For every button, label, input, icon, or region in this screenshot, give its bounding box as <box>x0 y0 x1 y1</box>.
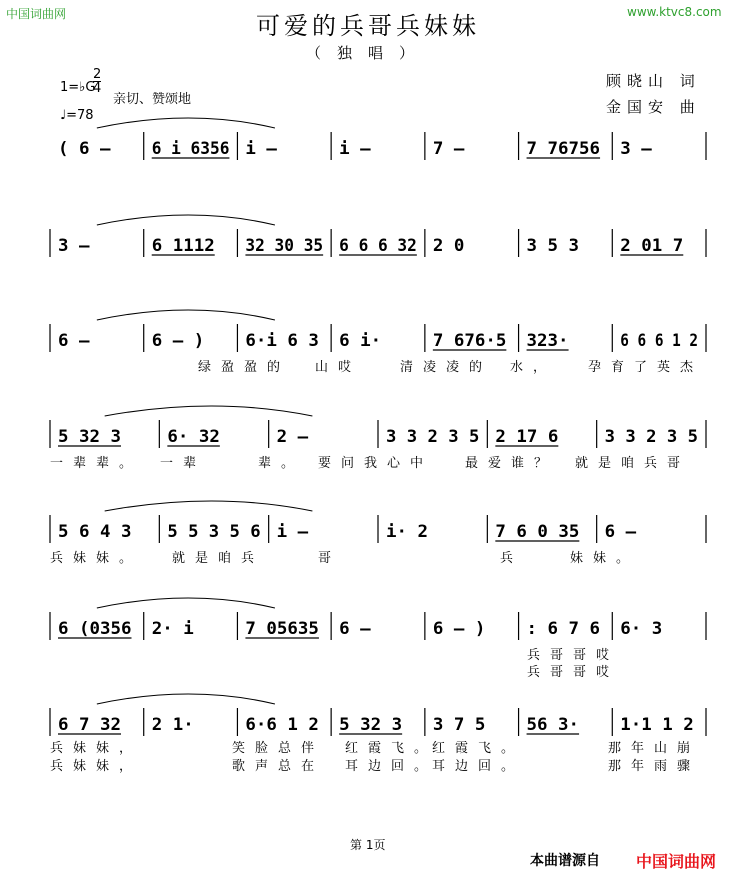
measure-notes: 5 5 3 5 6 <box>167 522 261 542</box>
site-watermark-left: 中国词曲网 <box>6 7 67 21</box>
measure-notes: i – <box>245 139 278 159</box>
measure-notes: 6 1112 <box>151 236 215 256</box>
measure-notes: 5 32 3 <box>339 715 403 735</box>
lyric-text: 一辈辈。 <box>50 456 143 471</box>
song-subtitle: （独唱） <box>305 44 430 62</box>
lyric-text: 最爱谁？ <box>465 456 558 471</box>
measure-notes: 2· i <box>151 619 194 639</box>
slur <box>97 598 275 608</box>
measure-notes: 2 0 <box>432 236 465 256</box>
measure-notes: 3 – <box>620 139 653 159</box>
lyric-text: 兵哥哥哎 <box>527 665 620 680</box>
time-signature: 2 4 <box>93 67 102 96</box>
measure-notes: 6 7 32 <box>58 715 121 735</box>
lyric-text: 红霞飞。 <box>432 741 525 756</box>
measure-notes: 6 i 6356 <box>151 139 230 159</box>
lyric-text: 兵妹妹， <box>50 759 143 774</box>
measure-notes: 2 17 6 <box>495 427 559 447</box>
lyric-text: 水， <box>510 360 557 375</box>
lyric-text: 一辈 <box>160 456 207 471</box>
measure-notes: 56 3· <box>526 715 580 735</box>
measure-notes: 323· <box>526 331 569 351</box>
lyric-text: 兵哥哥哎 <box>527 648 620 663</box>
measure-notes: i· 2 <box>386 522 428 542</box>
lyric-text: 兵妹妹， <box>50 741 143 756</box>
measure-notes: 5 6 4 3 <box>58 522 132 542</box>
lyric-text: 要问我心中 <box>318 456 434 471</box>
lyric-text: 红霞飞。 <box>345 741 438 756</box>
lyric-text: 兵妹妹。 <box>50 551 143 566</box>
song-title: 可爱的兵哥兵妹妹 <box>256 12 480 40</box>
measure-notes: 3 7 5 <box>432 715 486 735</box>
measure-notes: i – <box>276 522 309 542</box>
lyric-text: 兵 <box>500 551 524 566</box>
lyric-text: 就是咱兵 <box>172 551 265 566</box>
measure-notes: 6 6 6 32 <box>339 236 417 256</box>
slur <box>105 406 313 416</box>
measure-notes: 6 i· <box>339 331 382 351</box>
lyric-text: 哥 <box>318 551 342 566</box>
measure-notes: 6 6 6 1 2 <box>620 331 698 351</box>
quarter-note-icon: ♩ <box>60 108 67 123</box>
measure-notes: 6 – <box>58 331 91 351</box>
measure-notes: i – <box>339 139 372 159</box>
lyric-text: 耳边回。 <box>345 759 438 774</box>
lyric-text: 那年雨骤 <box>608 759 701 774</box>
measure-notes: 5 32 3 <box>58 427 121 447</box>
measure-notes: 2 – <box>276 427 309 447</box>
measure-notes: 6· 3 <box>620 619 663 639</box>
measure-notes: 6· 32 <box>167 427 220 447</box>
measure-notes: 2 01 7 <box>620 236 684 256</box>
slur <box>105 501 313 511</box>
measure-notes: 6 – <box>339 619 372 639</box>
page-number: 第 1页 <box>350 838 386 852</box>
site-watermark-right: www.ktvc8.com <box>627 5 722 19</box>
lyric-text: 歌声总在 <box>232 759 325 774</box>
slur <box>97 310 275 320</box>
lyric-text: 山哎 <box>315 360 362 375</box>
measure-notes: 7 05635 <box>245 619 319 639</box>
lyric-text: 辈。 <box>258 456 305 471</box>
key-signature: 1=♭G <box>60 80 96 95</box>
lyric-text: 绿盈盈的 <box>198 360 291 375</box>
slur <box>97 118 275 128</box>
lyric-text: 就是咱兵哥 <box>575 456 691 471</box>
lyricist-credit: 顾晓山 词 <box>606 72 701 90</box>
measure-notes: 3 3 2 3 5 <box>604 427 698 447</box>
flat-icon: ♭ <box>79 80 86 95</box>
measure-notes: 3 3 2 3 5 <box>386 427 480 447</box>
measure-notes: 2 1· <box>151 715 194 735</box>
source-label: 本曲谱源自 <box>530 853 600 869</box>
lyric-text: 笑脸总伴 <box>232 741 325 756</box>
measure-notes: 3 5 3 <box>526 236 580 256</box>
tempo-mark: ♩=78 <box>60 108 94 123</box>
lyric-text: 妹妹。 <box>570 551 640 566</box>
lyric-text: 孕育了英杰 <box>588 360 704 375</box>
measure-notes: 7 676·5 <box>432 331 507 351</box>
measure-notes: 6 (0356 <box>58 619 132 639</box>
measure-notes: : 6 7 6 <box>526 619 601 639</box>
measure-notes: 6 – <box>604 522 637 542</box>
measure-notes: 7 – <box>432 139 466 159</box>
measure-notes: 32 30 35 <box>245 236 324 256</box>
measure-notes: 3 – <box>58 236 91 256</box>
lyric-text: 那年山崩 <box>608 741 701 756</box>
source-brand: 中国词曲网 <box>636 852 717 871</box>
measure-notes: 6 – ) <box>432 619 486 639</box>
slur <box>97 694 275 704</box>
lyric-text: 耳边回。 <box>432 759 525 774</box>
measure-notes: ( 6 – <box>58 139 112 159</box>
measure-notes: 6 – ) <box>151 331 205 351</box>
measure-notes: 1·1 1 2 <box>620 715 694 735</box>
expression-mark: 亲切、赞颂地 <box>113 92 192 107</box>
measure-notes: 6·i 6 3 <box>245 331 319 351</box>
composer-credit: 金国安 曲 <box>606 98 701 116</box>
measure-notes: 6·6 1 2 <box>245 715 319 735</box>
measure-notes: 7 76756 <box>526 139 601 159</box>
measure-notes: 7 6 0 35 <box>495 522 580 542</box>
slur <box>97 215 275 225</box>
lyric-text: 清凌凌的 <box>400 360 493 375</box>
